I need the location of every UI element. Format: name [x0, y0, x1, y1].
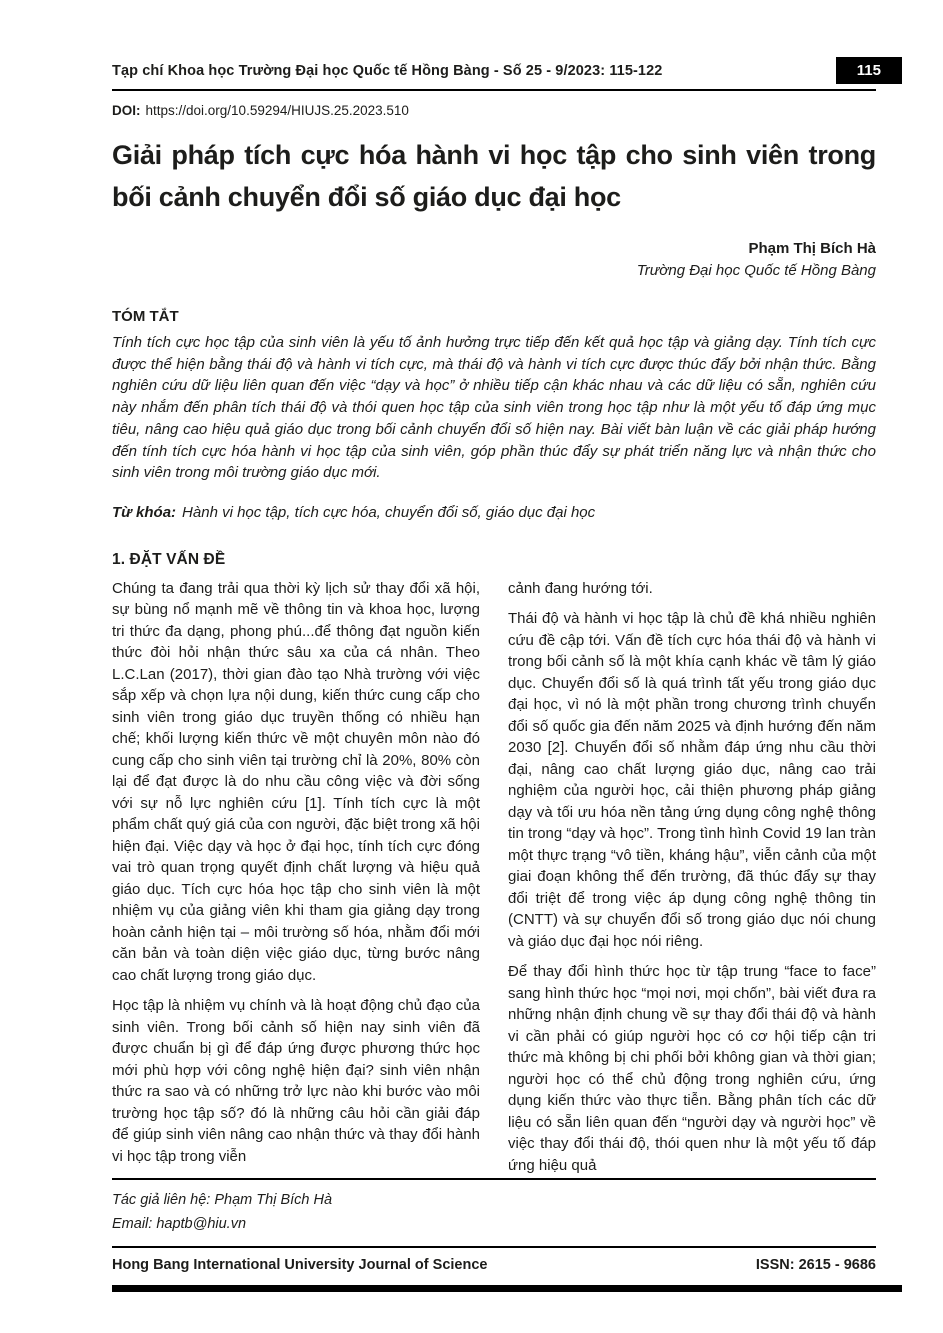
footer-issn: ISSN: 2615 - 9686 — [755, 1257, 876, 1273]
author-affiliation: Trường Đại học Quốc tế Hồng Bàng — [636, 262, 876, 279]
email-line — [112, 1212, 876, 1236]
body-paragraph: Thái độ và hành vi học tập là chủ đề khá nhiều nghiên cứu đề cập tới. Vấn đề tích cực hóa thái độ và hành vi trong bối cảnh số là một khía cạnh khác về tâm lý giáo dục. Chuyển đổi số là quá trình tất yếu trong giáo dục đại học, vì nó là một phần trong chương trình chuyển đổi số quốc gia đến năm 2025 và định hướng đến năm 2030 [2]. Chuyển đổi số nhằm đáp ứng nhu cầu thời đại, nâng cao chất lượng giáo dục, nâng cao trải nghiệm của người học, cải thiện phương pháp giảng dạy và tối ưu hóa nền tảng ứng dụng công nghệ thông tin trong “dạy và học”. Trong tình hình Covid 19 lan tràn một thực trạng “vô tiền, kháng hậu”, viễn cảnh của một giai đoạn không thể đến trường, đã thúc đẩy sự thay đổi triệt để trong việc áp dụng công nghệ thông tin (CNTT) và sự chuyển đổi số trong giáo dục nói chung và giáo dục đại học nói riêng. — [508, 610, 876, 950]
footer-rule — [112, 1246, 876, 1249]
body-paragraph: Chúng ta đang trải qua thời kỳ lịch sử thay đổi xã hội, sự bùng nổ mạnh mẽ về thông tin và khoa học, lượng tri thức đa dạng, phong phú...để thông đạt nguồn kiến thức đòi hỏi nhận thức sâu xa của cá nhân. Theo L.C.Lan (2017), thời gian đào tạo Nhà trường với việc sắp xếp và chọn lựa nội dung, kiến thức cung cấp cho sinh viên trong giáo dục truyền thống có nhiều hạn chế; khối lượng kiến thức về một chuyên môn nào đó cung cấp cho sinh viên tại trường chỉ là 20%, 80% còn lại để đạt được là do nhu cầu công việc và đời sống với sự nỗ lực nghiên cứu [1]. Tính tích cực là một phẩm chất quý giá của con người, đặc biệt trong xã hội hiện đại. Việc dạy và học ở đại học, tính tích cực đóng vai trò quan trọng quyết định chất lượng và hiệu quả giáo dục. Tích cực hóa học tập cho sinh viên là một nhiệm vụ của giảng viên khi tham gia giảng dạy trong hoàn cảnh hiện tại – môi trường số hóa, nhằm đổi mới căn bản và toàn diện việc giáo dục, từng bước nâng cao chất lượng trong giáo dục. — [112, 579, 480, 984]
email-value: haptb@hiu.vn — [156, 1215, 247, 1232]
body-paragraph: Học tập là nhiệm vụ chính và là hoạt động chủ đạo của sinh viên. Trong bối cảnh số hiện nay sinh viên đã được chuẩn bị gì để đáp ứng được phương thức học mới phù hợp với công nghệ hiện đại? sinh viên nhận thức ra sao và có những trở lực nào khi bước vào môi trường học tập số? đó là những câu hỏi cần giải đáp để giúp sinh viên nâng cao nhận thức và thay đổi hành vi học tập trong viễn — [112, 997, 480, 1165]
abstract-heading: TÓM TẮT — [112, 308, 179, 325]
abstract-body: Tính tích cực học tập của sinh viên là yếu tố ảnh hưởng trực tiếp đến kết quả học tập và giảng dạy. Tính tích cực được thể hiện bằng thái độ và hành vi tích cực, mà thái độ và hành vi tích cực được thúc đẩy bởi nhận thức. Bằng nghiên cứu dữ liệu liên quan đến việc “dạy và học” ở nhiều tiếp cận khác nhau và các dữ liệu có sẵn, nghiên cứu này nhắm đến phân tích thái độ và thói quen học tập của sinh viên trong học tập như là một yếu tố đáp ứng mục tiêu, nâng cao hiệu quả giáo dục trong bối cảnh chuyển đổi số hiện nay. Bài viết bàn luận về các giải pháp hướng đến tính tích cực hóa hành vi học tập của sinh viên, góp phần thúc đẩy sự phát triển năng lực và nhận thức cho sinh viên trong môi trường giáo dục mới. — [112, 334, 876, 482]
bottom-bar — [112, 1285, 902, 1292]
body-paragraph: Để thay đổi hình thức học từ tập trung “face to face” sang hình thức học “mọi nơi, mọi chốn”, bài viết đưa ra những nhận định chung về sự thay đổi thái độ và hành vi cần phải có giúp người học có cơ hội tiếp cận tri thức mà không bị chi phối bởi không gian và thời gian; người học có thể chủ động trong nghiên cứu, ứng dụng kiến thức vào thực tiễn. Bằng phân tích các dữ liệu có sẵn liên quan đến “người dạy và người học” về việc thay đổi thái độ, thói quen như là một yếu tố đáp ứng hiệu quả — [508, 963, 876, 1174]
section-1-heading: 1. ĐẶT VẤN ĐỀ — [112, 550, 226, 568]
doi-label: DOI: — [112, 103, 141, 118]
footer-row — [112, 1257, 876, 1273]
contact-line: Tác giả liên hệ: Phạm Thị Bích Hà — [112, 1191, 333, 1208]
header-rule — [112, 89, 876, 91]
article-title: Giải pháp tích cực hóa hành vi học tập cho sinh viên trong bối cảnh chuyển đổi số giáo dục đại học — [112, 140, 876, 212]
footer-journal-name: Hong Bang International University Journal of Science — [112, 1257, 488, 1273]
author-contact-note — [112, 1188, 876, 1236]
keywords-label: Từ khóa: — [112, 503, 177, 521]
body-paragraph: cảnh đang hướng tới. — [508, 579, 653, 597]
page-number-badge: 115 — [836, 57, 902, 84]
email-label: Email: — [112, 1215, 153, 1232]
footnote-rule — [112, 1178, 876, 1180]
body-columns — [112, 578, 876, 1177]
author-block — [112, 238, 876, 282]
doi-url: https://doi.org/10.59294/HIUJS.25.2023.510 — [145, 103, 409, 118]
keywords-line — [112, 504, 876, 521]
page-footer — [112, 1178, 876, 1292]
doi-line — [112, 103, 876, 118]
journal-header-line: Tạp chí Khoa học Trường Đại học Quốc tế Hồng Bàng - Số 25 - 9/2023: 115-122 — [112, 62, 663, 79]
left-column — [112, 578, 480, 1177]
page-header — [112, 57, 881, 84]
right-column — [508, 578, 876, 1177]
keywords-text: Hành vi học tập, tích cực hóa, chuyển đổi số, giáo dục đại học — [182, 503, 596, 521]
author-name: Phạm Thị Bích Hà — [748, 240, 876, 257]
